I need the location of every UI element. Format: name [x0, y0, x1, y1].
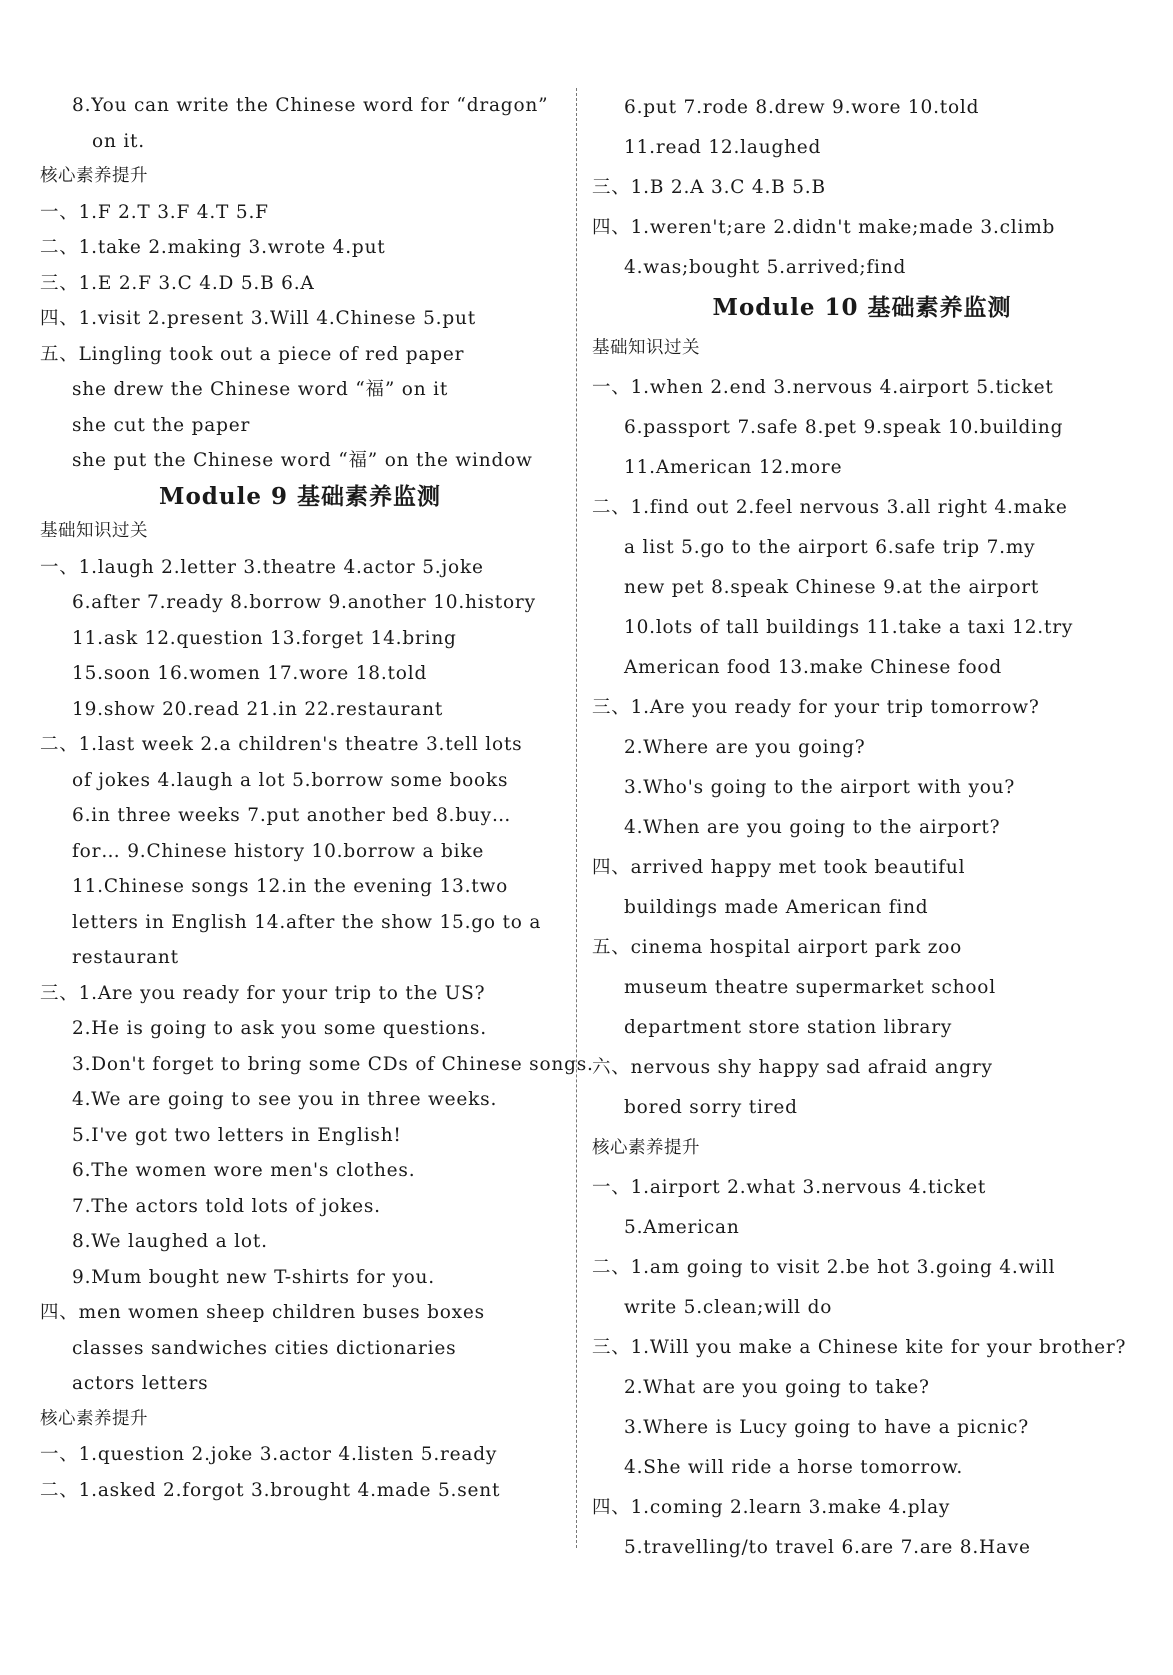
answer-line: 9.Mum bought new T-shirts for you. [72, 1266, 435, 1288]
answer-line: 二、1.take 2.making 3.wrote 4.put [40, 237, 386, 258]
answer-line: 四、1.weren't;are 2.didn't make;made 3.climb [592, 217, 1056, 238]
answer-line: 4.was;bought 5.arrived;find [624, 257, 907, 278]
answer-line: 一、1.laugh 2.letter 3.theatre 4.actor 5.joke [40, 556, 484, 578]
answer-line: 19.show 20.read 21.in 22.restaurant [72, 698, 444, 720]
answer-line: 四、arrived happy met took beautiful [592, 857, 966, 878]
answer-line: a list 5.go to the airport 6.safe trip 7.my [624, 537, 1036, 558]
answer-line: 四、1.visit 2.present 3.Will 4.Chinese 5.put [40, 308, 476, 329]
answer-line: 6.after 7.ready 8.borrow 9.another 10.history [72, 592, 536, 613]
answer-line: 4.When are you going to the airport? [624, 817, 1001, 838]
answer-line: 5.travelling/to travel 6.are 7.are 8.Have [624, 1537, 1031, 1558]
answer-line: classes sandwiches cities dictionaries [72, 1337, 457, 1359]
answer-line: 11.American 12.more [624, 457, 843, 478]
answer-line: 3.Who's going to the airport with you? [624, 777, 1016, 798]
answer-line: 11.read 12.laughed [624, 137, 822, 158]
answer-line: 6.put 7.rode 8.drew 9.wore 10.told [624, 97, 980, 118]
answer-line: American food 13.make Chinese food [624, 657, 1003, 678]
section-heading: 核心素养提升 [40, 1408, 148, 1429]
answer-line: 二、1.last week 2.a children's theatre 3.tell lots [40, 734, 523, 755]
answer-line: on it. [92, 130, 145, 152]
answer-line: buildings made American find [624, 897, 929, 918]
answer-line: 6.in three weeks 7.put another bed 8.buy… [72, 805, 512, 826]
section-heading: 核心素养提升 [40, 166, 148, 186]
answer-line: 一、1.F 2.T 3.F 4.T 5.F [40, 201, 269, 223]
answer-line: 3.Where is Lucy going to have a picnic? [624, 1417, 1029, 1438]
answer-line: 2.What are you going to take? [624, 1377, 930, 1398]
answer-line: 二、1.am going to visit 2.be hot 3.going 4.will [592, 1257, 1056, 1278]
answer-line: 11.ask 12.question 13.forget 14.bring [72, 627, 457, 649]
answer-line: 三、1.B 2.A 3.C 4.B 5.B [592, 177, 826, 198]
answer-line: 2.Where are you going? [624, 737, 866, 758]
answer-line: for… 9.Chinese history 10.borrow a bike [72, 840, 485, 862]
answer-line: bored sorry tired [624, 1097, 798, 1118]
answer-line: 四、1.coming 2.learn 3.make 4.play [592, 1497, 951, 1518]
answer-line: 5.American [624, 1217, 740, 1238]
answer-line: 三、1.Are you ready for your trip to the US? [40, 982, 486, 1004]
answer-line: 三、1.Will you make a Chinese kite for your brother? [592, 1337, 1127, 1358]
answer-line: museum theatre supermarket school [624, 977, 996, 998]
answer-line: 11.Chinese songs 12.in the evening 13.two [72, 876, 509, 897]
module-heading: Module 10 基础素养监测 [712, 294, 1012, 321]
answer-line: she cut the paper [72, 414, 251, 436]
answer-line: 2.He is going to ask you some questions. [72, 1018, 487, 1039]
answer-line: new pet 8.speak Chinese 9.at the airport [624, 577, 1040, 598]
answer-line: 4.We are going to see you in three weeks. [72, 1089, 498, 1110]
answer-line: 三、1.Are you ready for your trip tomorrow? [592, 697, 1040, 718]
answer-line: of jokes 4.laugh a lot 5.borrow some books [72, 769, 509, 791]
answer-line: 4.She will ride a horse tomorrow. [624, 1457, 964, 1478]
answer-line: 7.The actors told lots of jokes. [72, 1195, 381, 1217]
answer-line: 一、1.question 2.joke 3.actor 4.listen 5.ready [40, 1444, 498, 1465]
answer-line: actors letters [72, 1373, 209, 1394]
answer-line: restaurant [72, 947, 179, 968]
answer-line: she put the Chinese word “福” on the window [72, 450, 533, 471]
left-column [40, 88, 594, 1508]
answer-line: 一、1.when 2.end 3.nervous 4.airport 5.ticket [592, 377, 1054, 398]
answer-line: 6.passport 7.safe 8.pet 9.speak 10.building [624, 417, 1064, 438]
answer-line: 二、1.find out 2.feel nervous 3.all right 4.make [592, 497, 1068, 518]
answer-line: 二、1.asked 2.forgot 3.brought 4.made 5.sent [40, 1479, 501, 1501]
section-heading: 基础知识过关 [592, 338, 700, 358]
answer-line: 一、1.airport 2.what 3.nervous 4.ticket [592, 1177, 987, 1198]
answer-line: letters in English 14.after the show 15.go to a [72, 911, 542, 933]
answer-line: 四、men women sheep children buses boxes [40, 1302, 485, 1323]
answer-line: 五、cinema hospital airport park zoo [592, 937, 963, 958]
answer-line: 8.You can write the Chinese word for “dragon” [72, 95, 549, 116]
answer-line: 五、Lingling took out a piece of red paper [40, 343, 465, 365]
answer-line: 5.I've got two letters in English! [72, 1124, 402, 1146]
answer-line: she drew the Chinese word “福” on it [72, 379, 449, 400]
answer-line: 6.The women wore men's clothes. [72, 1160, 416, 1181]
section-heading: 核心素养提升 [592, 1138, 700, 1158]
answer-line: department store station library [624, 1017, 953, 1038]
answer-line: 六、nervous shy happy sad afraid angry [592, 1057, 993, 1078]
answer-line: 15.soon 16.women 17.wore 18.told [72, 663, 428, 684]
module-heading: Module 9 基础素养监测 [159, 482, 441, 510]
answer-line: 10.lots of tall buildings 11.take a taxi 12.try [624, 617, 1074, 638]
column-divider [576, 88, 577, 1548]
section-heading: 基础知识过关 [40, 521, 148, 541]
answer-line: 8.We laughed a lot. [72, 1231, 268, 1252]
right-column [592, 88, 1132, 1568]
answer-line: 3.Don't forget to bring some CDs of Chinese songs. [72, 1053, 594, 1075]
answer-line: 三、1.E 2.F 3.C 4.D 5.B 6.A [40, 272, 315, 294]
answer-line: write 5.clean;will do [624, 1297, 833, 1318]
